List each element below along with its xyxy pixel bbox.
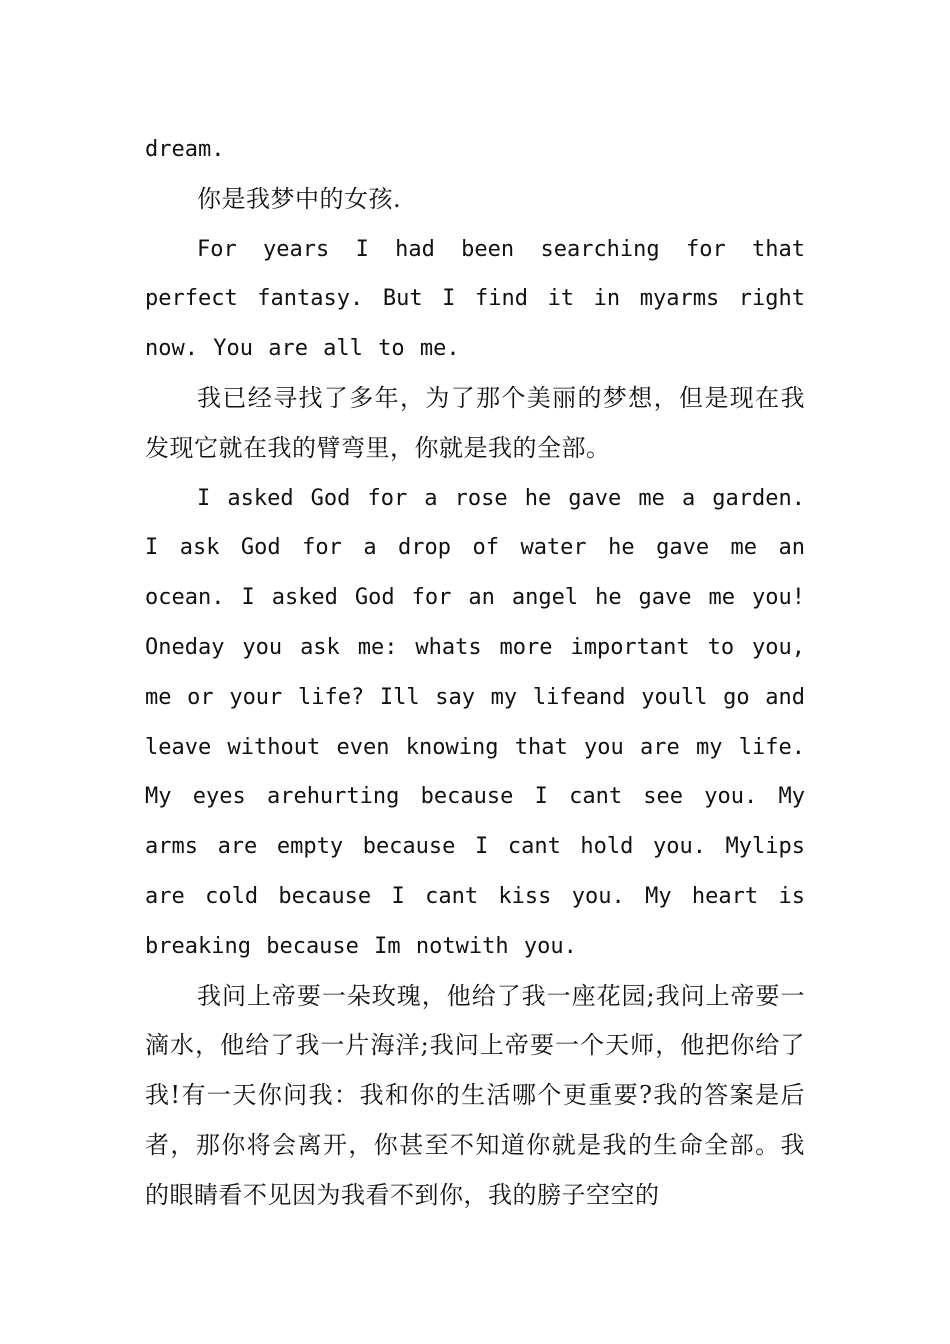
paragraph-6: 我问上帝要一朵玫瑰，他给了我一座花园;我问上帝要一滴水，他给了我一片海洋;我问上帝要一个天师，他把你给了我!有一天你问我：我和你的生活哪个更重要?我的答案是后者，那你将会离开，你甚至不知道你就是我的生命全部。我的眼睛看不见因为我看不到你，我的膀子空空的 — [145, 981, 805, 1209]
paragraph-3: For years I had been searching for that perfect fantasy. But I find it in myarms right now. You are all to me. — [145, 236, 805, 362]
document-page — [145, 125, 805, 1221]
paragraph-1: dream. — [145, 137, 225, 162]
paragraph-2: 你是我梦中的女孩. — [197, 184, 402, 213]
paragraph-5: I asked God for a rose he gave me a garden. I ask God for a drop of water he gave me an ocean. I asked God for an angel he gave me you! Oneday you ask me: whats more important to you, me or your life? Ill say my lifeand youll go and leave without even knowing that you are my life. My eyes arehurting because I cant see you. My arms are empty because I cant hold you. Mylips are cold because I cant kiss you. My heart is breaking because Im notwith you. — [145, 485, 805, 959]
paragraph-4: 我已经寻找了多年，为了那个美丽的梦想，但是现在我发现它就在我的臂弯里，你就是我的全部。 — [145, 383, 805, 462]
